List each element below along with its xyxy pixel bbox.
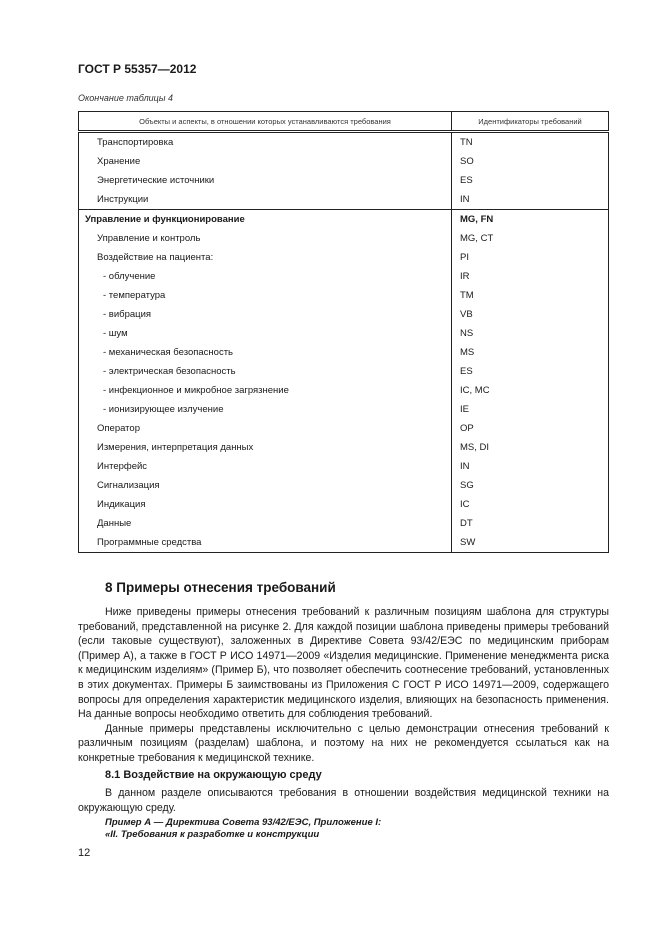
table-row xyxy=(79,132,609,153)
id-cell: PI xyxy=(452,248,609,267)
object-cell: - механическая безопасность xyxy=(79,343,452,362)
paragraph: В данном разделе описываются требования в отношении воздействия медицинской техники на окружающую среду. xyxy=(78,787,609,814)
table-row xyxy=(79,438,609,457)
object-cell: Индикация xyxy=(79,495,452,514)
object-cell: - температура xyxy=(79,286,452,305)
id-cell: OP xyxy=(452,419,609,438)
table-header-row xyxy=(79,112,609,132)
table-row xyxy=(79,533,609,553)
id-cell: VB xyxy=(452,305,609,324)
object-cell: Воздействие на пациента: xyxy=(79,248,452,267)
example-block xyxy=(105,817,381,841)
object-cell: Управление и контроль xyxy=(79,229,452,248)
example-line: «II. Требования к разработке и конструкции xyxy=(105,829,320,840)
object-cell: Данные xyxy=(79,514,452,533)
table-row xyxy=(79,514,609,533)
table-caption: Окончание таблицы 4 xyxy=(78,93,173,103)
id-cell: SO xyxy=(452,152,609,171)
table-row xyxy=(79,267,609,286)
column-header-ids: Идентификаторы требований xyxy=(452,112,609,132)
id-cell: DT xyxy=(452,514,609,533)
object-cell: - облучение xyxy=(79,267,452,286)
paragraph: Данные примеры представлены исключительно с целью демонстрации отнесения требований к различным позициям (разделам) шаблона, и поэтому на них не рекомендуется ссылаться как на конкретные требования к медицинской технике. xyxy=(78,722,609,764)
table-row xyxy=(79,171,609,190)
id-cell: IE xyxy=(452,400,609,419)
column-header-objects: Объекты и аспекты, в отношении которых устанавливаются требования xyxy=(79,112,452,132)
object-cell: Управление и функционирование xyxy=(79,210,452,230)
section-8-1-heading: 8.1 Воздействие на окружающую среду xyxy=(105,769,322,781)
table-row xyxy=(79,305,609,324)
table-row xyxy=(79,190,609,210)
table-row xyxy=(79,476,609,495)
page-number: 12 xyxy=(78,847,91,859)
table-row xyxy=(79,457,609,476)
table-row xyxy=(79,362,609,381)
section-8-body xyxy=(78,605,609,766)
table-row xyxy=(79,495,609,514)
id-cell: IN xyxy=(452,457,609,476)
object-cell: Интерфейс xyxy=(79,457,452,476)
object-cell: - вибрация xyxy=(79,305,452,324)
object-cell: Энергетические источники xyxy=(79,171,452,190)
object-cell: Программные средства xyxy=(79,533,452,553)
id-cell: MG, FN xyxy=(452,210,609,230)
section-8-heading: 8 Примеры отнесения требований xyxy=(105,580,336,595)
id-cell: MS xyxy=(452,343,609,362)
id-cell: IR xyxy=(452,267,609,286)
object-cell: - ионизирующее излучение xyxy=(79,400,452,419)
object-cell: - шум xyxy=(79,324,452,343)
table-row xyxy=(79,343,609,362)
object-cell: Транспортировка xyxy=(79,132,452,153)
id-cell: SG xyxy=(452,476,609,495)
object-cell: Сигнализация xyxy=(79,476,452,495)
table-row xyxy=(79,400,609,419)
id-cell: ES xyxy=(452,362,609,381)
id-cell: MS, DI xyxy=(452,438,609,457)
table-row xyxy=(79,229,609,248)
id-cell: TM xyxy=(452,286,609,305)
id-cell: IN xyxy=(452,190,609,210)
id-cell: MG, CT xyxy=(452,229,609,248)
object-cell: - электрическая безопасность xyxy=(79,362,452,381)
requirements-table xyxy=(78,111,609,553)
table-row xyxy=(79,419,609,438)
example-line: Пример А — Директива Совета 93/42/ЕЭС, Приложение I: xyxy=(105,817,382,828)
table-row xyxy=(79,210,609,230)
id-cell: SW xyxy=(452,533,609,553)
object-cell: Измерения, интерпретация данных xyxy=(79,438,452,457)
table-row xyxy=(79,248,609,267)
id-cell: IC, MC xyxy=(452,381,609,400)
object-cell: Инструкции xyxy=(79,190,452,210)
paragraph: Ниже приведены примеры отнесения требований к различным позициям шаблона для структуры требований, представленной на рисунке 2. Для каждой позиции шаблона приведены примеры требований (если таковые существуют), заложенных в Директиве Совета 93/42/ЕЭС по медицинским приборам (Пример А), а также в ГОСТ Р ИСО 14971—2009 «Изделия медицинские. Применение менеджмента риска к медицинским изделиям» (Пример Б), что позволяет обеспечить соотнесение требований, установленных в этих документах. Примеры Б заимствованы из Приложения С ГОСТ Р ИСО 14971—2009, содержащего вопросы для определения характеристик медицинского изделия, влияющих на безопасность применения. На данные вопросы необходимо ответить для соблюдения требований. xyxy=(78,606,609,721)
section-8-1-body xyxy=(78,786,609,815)
object-cell: Хранение xyxy=(79,152,452,171)
id-cell: ES xyxy=(452,171,609,190)
id-cell: NS xyxy=(452,324,609,343)
table-row xyxy=(79,286,609,305)
table-row xyxy=(79,381,609,400)
table-row xyxy=(79,152,609,171)
object-cell: - инфекционное и микробное загрязнение xyxy=(79,381,452,400)
id-cell: IC xyxy=(452,495,609,514)
table-row xyxy=(79,324,609,343)
id-cell: TN xyxy=(452,132,609,153)
document-header: ГОСТ Р 55357—2012 xyxy=(78,62,197,76)
object-cell: Оператор xyxy=(79,419,452,438)
